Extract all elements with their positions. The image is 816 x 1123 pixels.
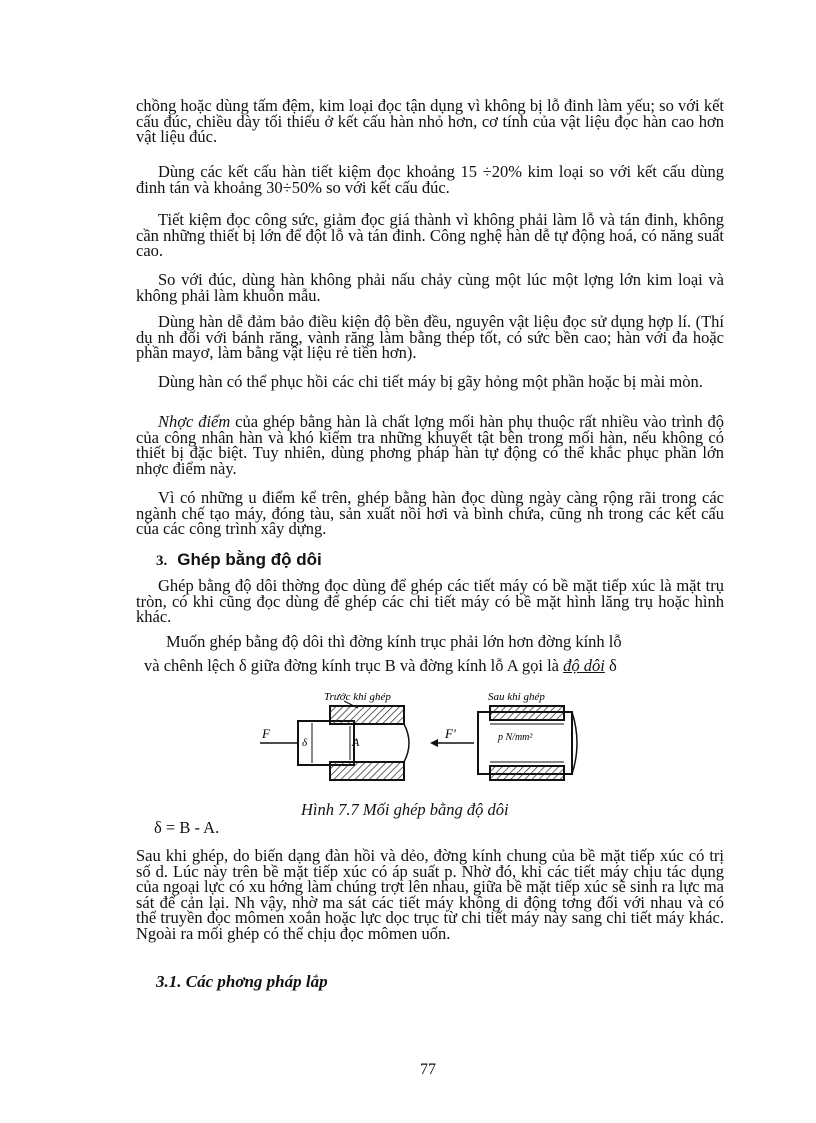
term-disadvantage: Nhợc điểm — [158, 412, 231, 431]
section-paragraph-2-line-1: Muốn ghép bằng độ dôi thì đờng kính trục phải lớn hơn đờng kính lỗ — [166, 632, 622, 651]
interference-formula: δ = B - A. — [154, 818, 220, 837]
after-assembly-drawing — [430, 691, 577, 780]
diameter-a-label: A — [352, 735, 360, 749]
paragraph-7 — [136, 414, 724, 476]
paragraph-5: Dùng hàn dễ đảm bảo điều kiện độ bền đều, nguyên vật liệu đọc sử dụng hợp lí. (Thí dụ nh đối với bánh răng, vành răng làm bằng thép tốt, có sức bền cao; hàn với đa hoặc phần mayơ, làm bằng vật liệu rẻ tiền hơn). — [136, 312, 724, 362]
before-label: Trước khi ghép — [324, 691, 391, 703]
section-title: Ghép bằng độ dôi — [177, 550, 322, 569]
paragraph-6: Dùng hàn có thể phục hồi các chi tiết máy bị gãy hỏng một phần hoặc bị mài mòn. — [158, 372, 703, 391]
page-number: 77 — [420, 1061, 436, 1078]
text-span: giữa đờng kính trục B và đờng kính lỗ A gọi là — [246, 656, 564, 675]
text-span: và chênh lệch — [144, 656, 239, 675]
delta-symbol: δ — [238, 656, 247, 675]
paragraph-4: So với đúc, dùng hàn không phải nấu chảy cùng một lúc một lợng lớn kim loại và không phải làm khuôn mẫu. — [136, 270, 724, 305]
pressure-label: p N/mm² — [498, 732, 533, 743]
term-interference: độ dôi — [563, 656, 605, 675]
delta-label: δ — [302, 737, 308, 749]
section-heading — [156, 550, 322, 570]
delta-symbol: δ — [604, 656, 617, 675]
section-paragraph-1: Ghép bằng độ dôi thờng đọc dùng để ghép các tiết máy có bề mặt tiếp xúc là mặt trụ tròn, có khi cũng đọc dùng để ghép các chi tiết máy có bề mặt hình lăng trụ hoặc hình khác. — [136, 576, 724, 626]
explanation-paragraph: Sau khi ghép, do biến dạng đàn hồi và dẻo, đờng kính chung của bề mặt tiếp xúc có trị số d. Lúc này trên bề mặt tiếp xúc có áp suất p. Nhờ đó, khi các tiết máy chịu tác dụng của ngoại lực có xu hớng làm chúng trợt lên nhau, giữa bề mặt tiếp xúc sẽ sinh ra lực ma sát để cản lại. Nh vậy, nhờ ma sát các tiết máy không di động tơng đối với nhau và có thể truyền đọc mômen xoắn hoặc lực dọc trục từ chi tiết máy này sang chi tiết máy khác. Ngoài ra mối ghép có thể chịu đọc mômen uốn. — [136, 846, 724, 943]
paragraph-3: Tiết kiệm đọc công sức, giảm đọc giá thành vì không phải làm lỗ và tán đinh, không cần những thiết bị lớn để đột lỗ và tán đinh. Công nghệ hàn dễ tự động hoá, có năng suất cao. — [136, 210, 724, 260]
before-assembly-drawing — [260, 691, 409, 780]
interference-fit-figure — [248, 688, 588, 788]
force-label-f-prime: F' — [445, 726, 456, 741]
force-label-f: F — [262, 726, 270, 741]
section-number: 3. — [156, 553, 168, 569]
figure-caption: Hình 7.7 Mối ghép bằng độ dôi — [301, 800, 509, 819]
after-label: Sau khi ghép — [488, 691, 545, 703]
paragraph-7-text: của ghép bằng hàn là chất lợng mối hàn phụ thuộc rất nhiều vào trình độ của công nhân hàn và khó kiểm tra những khuyết tật bên trong mối hàn, nếu không có thiết bị đặc biệt. Tuy nhiên, dùng phơng pháp hàn tự động có thể khắc phục phần lớn nhợc điểm này. — [136, 412, 725, 478]
paragraph-1: chồng hoặc dùng tấm đệm, kim loại đọc tận dụng vì không bị lỗ đinh làm yếu; so với kết cấu đúc, chiều dày tối thiểu ở kết cấu hàn nhỏ hơn, cơ tính của vật liệu đọc hàn cao hơn vật liệu đúc. — [136, 96, 724, 146]
paragraph-8: Vì có những u điểm kể trên, ghép bằng hàn đọc dùng ngày càng rộng rãi trong các ngành chế tạo máy, đóng tàu, sản xuất nồi hơi và bình chứa, cũng nh trong các kết cấu của các công trình xây dựng. — [136, 488, 724, 538]
paragraph-2: Dùng các kết cấu hàn tiết kiệm đọc khoảng 15 ÷20% kim loại so với kết cấu dùng đinh tán và khoảng 30÷50% so với kết cấu đúc. — [136, 162, 724, 197]
section-paragraph-2-line-2 — [136, 658, 724, 674]
subsection-heading: 3.1. Các phơng pháp lắp — [156, 972, 328, 991]
